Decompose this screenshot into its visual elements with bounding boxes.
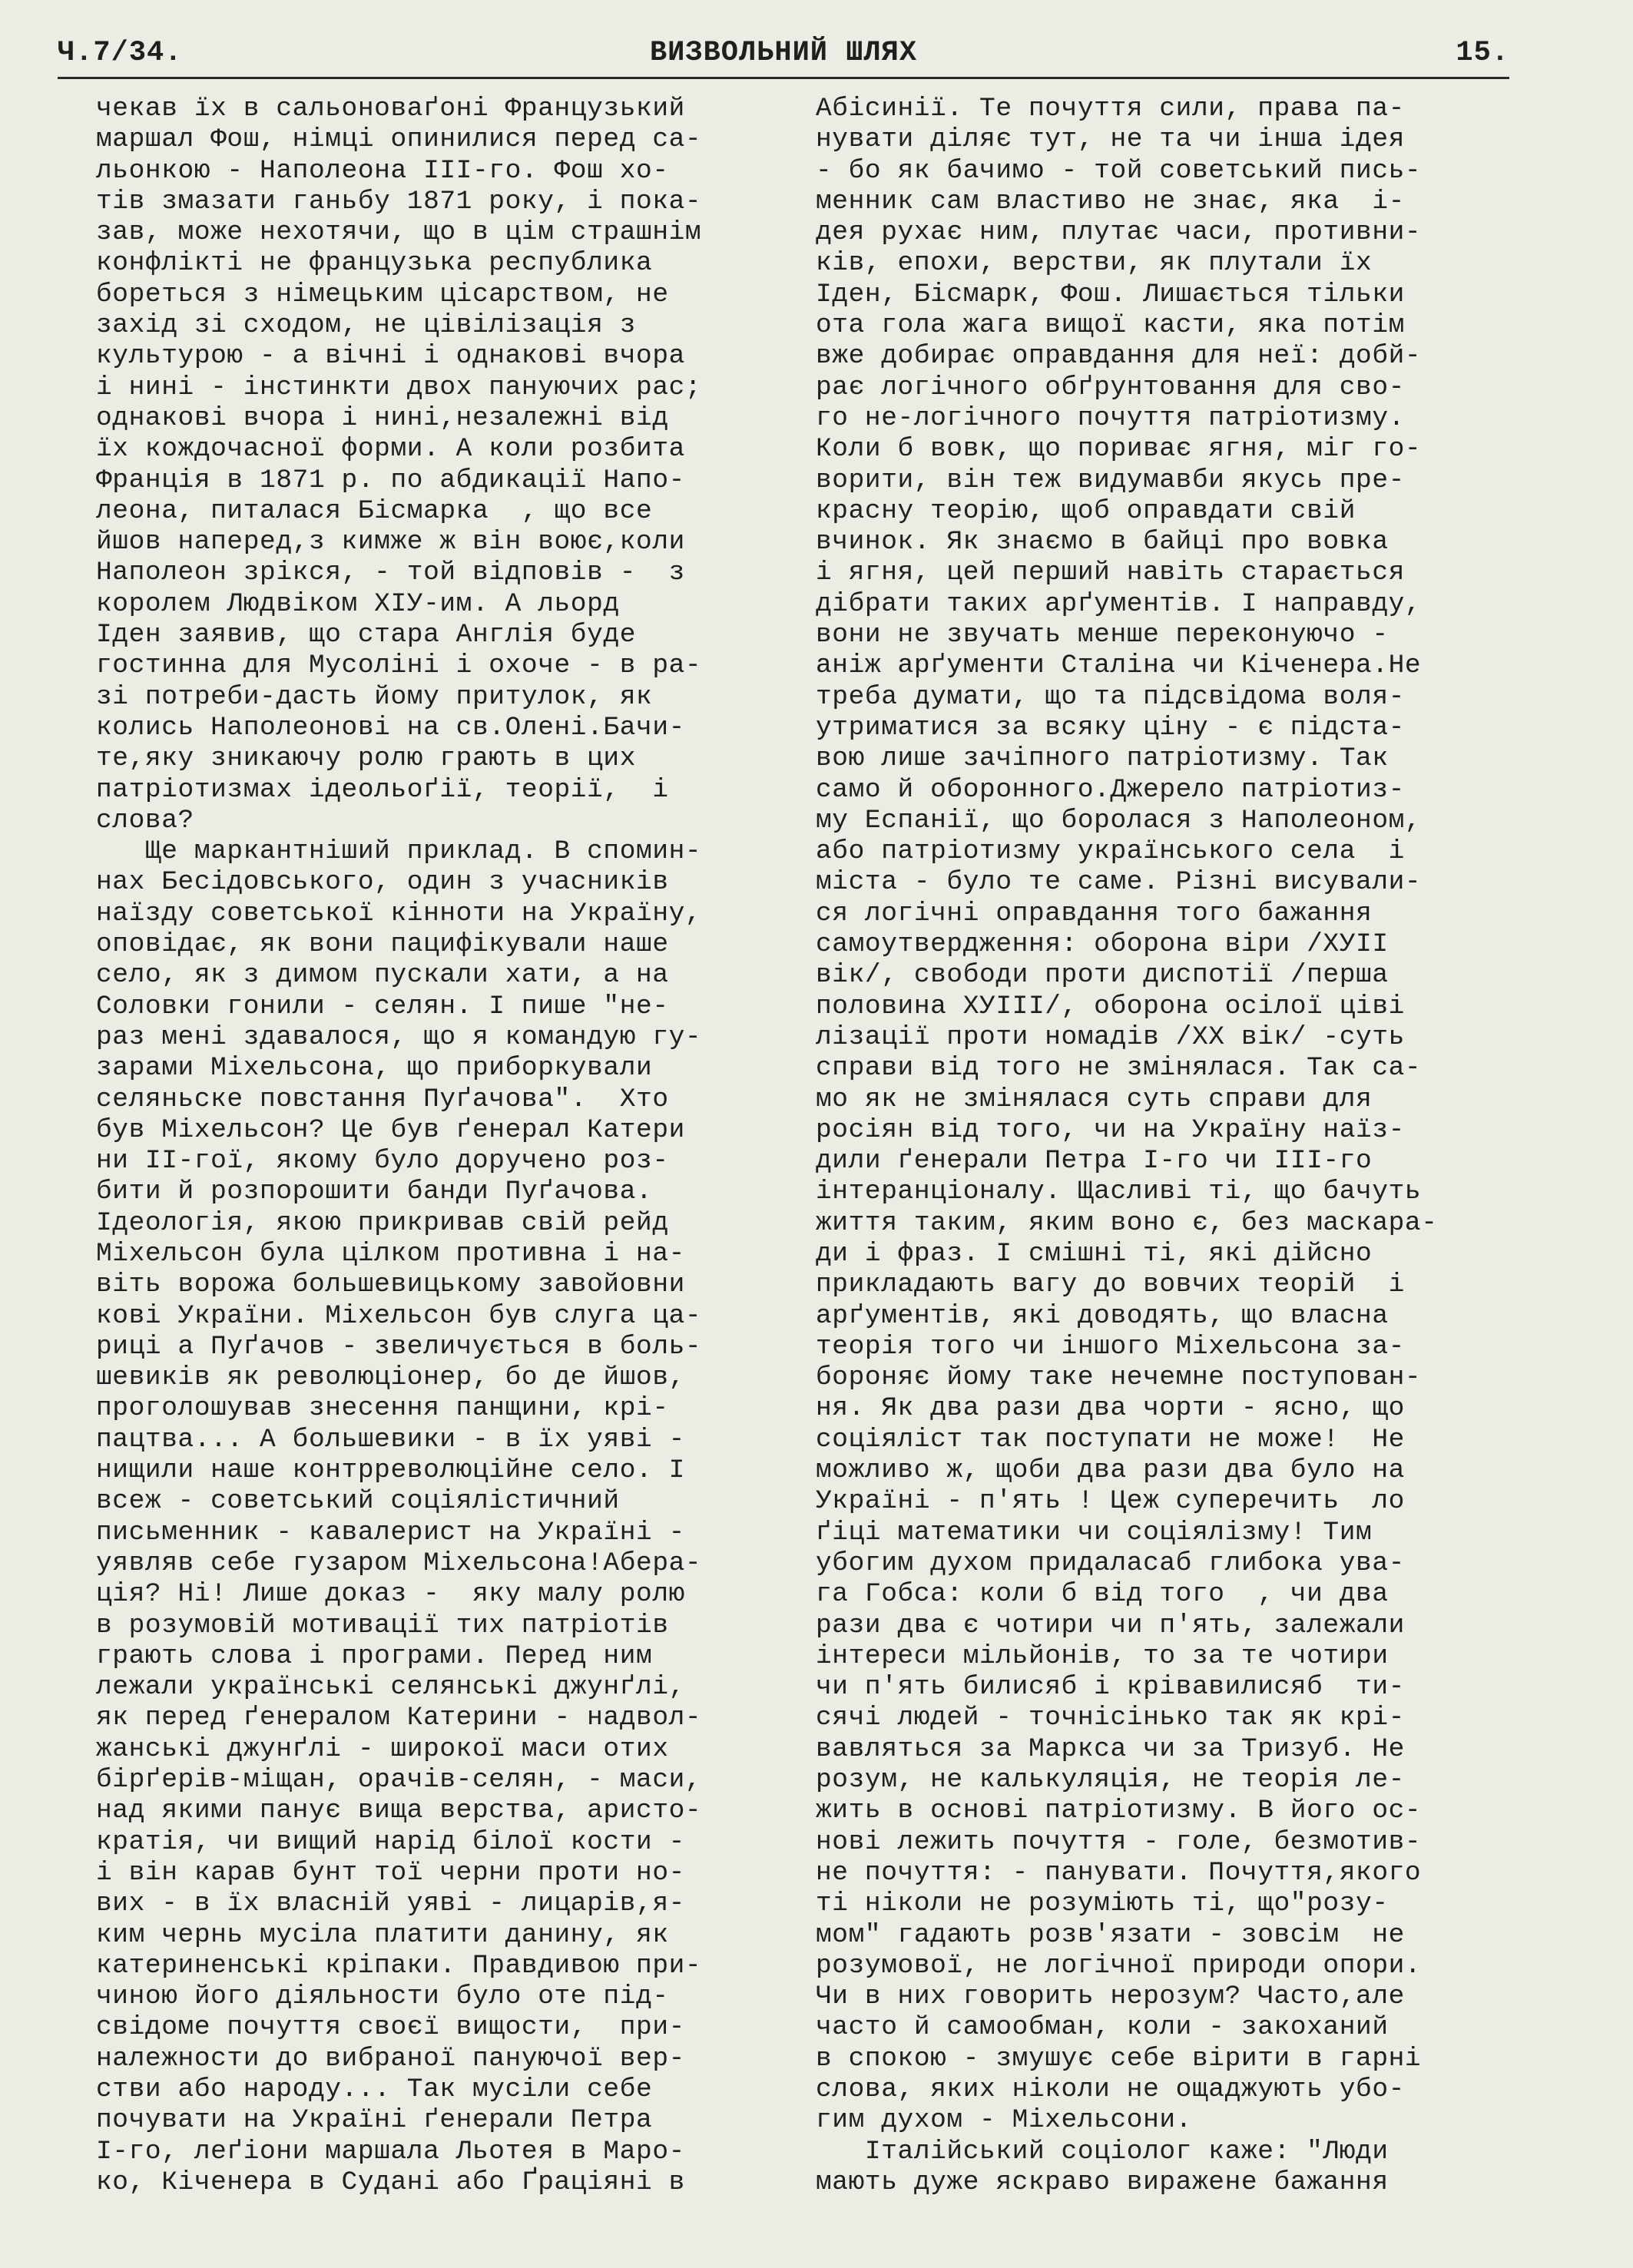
text-line: утриматися за всяку ціну - є підста- xyxy=(816,712,1405,743)
text-line: часто й самообман, коли - закоханий xyxy=(816,2012,1389,2043)
text-line: жанські джунґлі - широкої маси отих xyxy=(96,1733,669,1764)
text-line: культурою - а вічні і однакові вчора xyxy=(96,341,685,372)
text-line: соціяліст так поступати не може! Не xyxy=(816,1424,1405,1455)
text-line: вже добирає оправдання для неї: добй- xyxy=(816,341,1422,372)
text-line: інтеранціоналу. Щасливі ті, що бачуть xyxy=(816,1177,1422,1207)
text-line: - бо як бачимо - той советський пись- xyxy=(816,155,1422,186)
text-line: самоутвердження: оборона віри /XУII xyxy=(816,929,1389,960)
text-line: нові лежить почуття - голе, безмотив- xyxy=(816,1826,1422,1857)
text-line: те,яку зникаючу ролю грають в цих xyxy=(96,743,637,774)
text-line: міста - було те саме. Різні висували- xyxy=(816,867,1422,898)
text-line: Італійський соціолог каже: "Люди xyxy=(816,2136,1389,2167)
text-line: ґіці математики чи соціялізму! Тим xyxy=(816,1517,1373,1548)
text-line: бороняє йому таке нечемне поступован- xyxy=(816,1362,1422,1393)
text-line: ди і фраз. І смішні ті, які дійсно xyxy=(816,1238,1373,1269)
text-line: ті ніколи не розуміють ті, що"розу- xyxy=(816,1889,1389,1919)
text-line: їх кождочасної форми. А коли розбита xyxy=(96,434,685,465)
text-line: ня. Як два рази два чорти - ясно, що xyxy=(816,1393,1405,1424)
text-line: шевиків як революціонер, бо де йшов, xyxy=(96,1362,685,1393)
text-line: нищили наше контрреволюційне село. І xyxy=(96,1455,685,1486)
issue-number: Ч.7/34. xyxy=(58,37,183,69)
text-line: свідоме почуття своєї вищости, при- xyxy=(96,2012,685,2043)
text-line: почувати на Україні ґенерали Петра xyxy=(96,2105,653,2136)
text-line: нах Бесідовського, один з учасників xyxy=(96,867,669,898)
text-line: Міхельсон була цілком противна і на- xyxy=(96,1238,685,1269)
text-line: ко, Кіченера в Судані або Ґраціяні в xyxy=(96,2167,685,2197)
text-line: слова, яких ніколи не ощаджують убо- xyxy=(816,2074,1405,2104)
text-line: пацтва... А большевики - в їх уяві - xyxy=(96,1424,685,1455)
text-line: наїзду советської кінноти на Україну, xyxy=(96,898,702,929)
text-line: вони не звучать менше переконуючо - xyxy=(816,620,1389,651)
text-line: слова? xyxy=(96,805,194,836)
text-line: проголошував знесення панщини, крі- xyxy=(96,1393,669,1424)
text-line: всеж - советський соціялістичний xyxy=(96,1486,620,1517)
text-line: мо як не змінялася суть справи для xyxy=(816,1084,1373,1114)
text-line: не почуття: - панувати. Почуття,якого xyxy=(816,1857,1422,1888)
text-line: ни II-гої, якому було доручено роз- xyxy=(96,1146,669,1177)
text-line: в спокою - змушує себе вірити в гарні xyxy=(816,2043,1422,2074)
text-line: рає логічного обґрунтовання для сво- xyxy=(816,372,1405,402)
text-line: гостинна для Мусоліні і охоче - в ра- xyxy=(96,651,702,681)
text-line: менник сам властиво не знає, яка і- xyxy=(816,186,1405,217)
text-line: і він карав бунт тої черни проти но- xyxy=(96,1857,685,1888)
text-line: інтереси мільйонів, то за те чотири xyxy=(816,1641,1389,1671)
text-line: зарами Міхельсона, що приборкували xyxy=(96,1053,653,1084)
text-line: катериненські кріпаки. Правдивою при- xyxy=(96,1950,702,1981)
text-line: росіян від того, чи на Україну наїз- xyxy=(816,1114,1405,1145)
text-line: убогим духом придаласаб глибока ува- xyxy=(816,1548,1405,1578)
text-line: леона, питалася Бісмарка , що все xyxy=(96,495,653,526)
text-line: лізації проти номадів /XX вік/ -суть xyxy=(816,1021,1405,1052)
text-line: як перед ґенералом Катерини - надвол- xyxy=(96,1703,702,1733)
text-line: Ще маркантніший приклад. В спомин- xyxy=(96,836,702,867)
text-line: ворити, він теж видумавби якусь пре- xyxy=(816,465,1405,495)
text-line: Абісинії. Те почуття сили, права па- xyxy=(816,94,1405,124)
text-line: в розумовій мотивації тих патріотів xyxy=(96,1610,669,1641)
text-line: був Міхельсон? Це був ґенерал Катери xyxy=(96,1114,685,1145)
text-line: льонкою - Наполеона III-го. Фош хо- xyxy=(96,155,669,186)
text-line: Франція в 1871 р. по абдикації Напо- xyxy=(96,465,685,495)
text-line: Соловки гонили - селян. І пише "не- xyxy=(96,991,669,1021)
text-line: рази два є чотири чи п'ять, залежали xyxy=(816,1610,1405,1641)
text-line: королем Людвіком XIУ-им. А льорд xyxy=(96,588,620,619)
text-line: життя таким, яким воно є, без маскара- xyxy=(816,1207,1438,1238)
text-line: справи від того не змінялася. Так са- xyxy=(816,1053,1422,1084)
text-line: га Гобса: коли б від того , чи два xyxy=(816,1579,1389,1610)
text-line: вік/, свободи проти диспотії /перша xyxy=(816,960,1389,991)
text-line: зі потреби-дасть йому притулок, як xyxy=(96,681,653,712)
text-line: гим духом - Міхельсони. xyxy=(816,2105,1192,2136)
text-line: і ягня, цей перший навіть старається xyxy=(816,558,1405,588)
text-line: над якими панує вища верства, аристо- xyxy=(96,1796,702,1826)
text-line: чиною його діяльности було оте під- xyxy=(96,1982,669,2012)
text-line: оповідає, як вони пацифікували наше xyxy=(96,929,669,960)
text-line: кові України. Міхельсон був слуга ца- xyxy=(96,1300,702,1331)
text-line: арґументів, які доводять, що власна xyxy=(816,1300,1389,1331)
text-line: чекав їх в сальоноваґоні Французький xyxy=(96,94,685,124)
text-line: конфлікті не французька республика xyxy=(96,248,653,279)
text-line: село, як з димом пускали хати, а на xyxy=(96,960,669,991)
text-line: мають дуже яскраво виражене бажання xyxy=(816,2167,1389,2197)
text-line: розумової, не логічної природи опори. xyxy=(816,1950,1422,1981)
text-line: го не-логічного почуття патріотизму. xyxy=(816,402,1405,433)
journal-title: ВИЗВОЛЬНИЙ ШЛЯХ xyxy=(649,37,918,69)
text-line: само й оборонного.Джерело патріотиз- xyxy=(816,774,1405,805)
text-line: прикладають вагу до вовчих теорій і xyxy=(816,1270,1405,1300)
text-line: риці а Пуґачов - звеличується в боль- xyxy=(96,1331,702,1362)
text-line: можливо ж, щоби два рази два було на xyxy=(816,1455,1405,1486)
page-number: 15. xyxy=(1456,37,1509,69)
page-header xyxy=(58,31,1509,79)
text-line: вчинок. Як знаємо в байці про вовка xyxy=(816,527,1389,558)
text-line: теорія того чи іншого Міхельсона за- xyxy=(816,1331,1405,1362)
text-line: дібрати таких арґументів. І направду, xyxy=(816,588,1422,619)
text-line: чи п'ять билисяб і крівавилисяб ти- xyxy=(816,1672,1405,1703)
text-line: нувати діляє тут, не та чи інша ідея xyxy=(816,124,1405,155)
text-line: уявляв себе гузаром Міхельсона!Аберa- xyxy=(96,1548,702,1578)
text-line: Чи в них говорить нерозум? Часто,але xyxy=(816,1982,1405,2012)
text-line: дея рухає ним, плутає часи, противни- xyxy=(816,217,1422,248)
text-line: стви або народу... Так мусіли себе xyxy=(96,2074,653,2104)
text-line: патріотизмах ідеольоґії, теорії, і xyxy=(96,774,669,805)
text-line: половина XУIII/, оборона осілої ціві xyxy=(816,991,1405,1021)
text-line: му Еспанії, що боролася з Наполеоном, xyxy=(816,805,1422,836)
text-line: раз мені здавалося, що я командую гу- xyxy=(96,1021,702,1052)
text-line: дили ґенерали Петра І-го чи III-го xyxy=(816,1146,1373,1177)
text-line: Наполеон зрікся, - той відповів - з xyxy=(96,558,685,588)
text-line: розум, не калькуляція, не теорія ле- xyxy=(816,1765,1405,1796)
text-line: лежали українські селянські джунґлі, xyxy=(96,1672,685,1703)
text-line: Іден, Бісмарк, Фош. Лишається тільки xyxy=(816,279,1405,310)
text-line: віть ворожа большевицькому завойовни xyxy=(96,1270,685,1300)
text-line: письменник - кавалерист на Україні - xyxy=(96,1517,685,1548)
text-line: однакові вчора і нині,незалежні від xyxy=(96,402,669,433)
text-line: Україні - п'ять ! Цеж суперечить ло xyxy=(816,1486,1405,1517)
text-line: бореться з німецьким цісарством, не xyxy=(96,279,669,310)
text-line: треба думати, що та підсвідома воля- xyxy=(816,681,1405,712)
text-line: зав, може нехотячи, що в цім страшнім xyxy=(96,217,702,248)
text-line: колись Наполеонові на св.Олені.Бачи- xyxy=(96,712,685,743)
text-line: грають слова і програми. Перед ним xyxy=(96,1641,653,1671)
text-line: вавляться за Маркса чи за Тризуб. Не xyxy=(816,1733,1405,1764)
text-line: аніж арґументи Сталіна чи Кіченера.Не xyxy=(816,651,1422,681)
text-line: ким чернь мусіла платити данину, як xyxy=(96,1919,669,1950)
text-line: захід зі сходом, не цівілізація з xyxy=(96,310,637,341)
text-line: ків, епохи, верстви, як плутали їх xyxy=(816,248,1373,279)
text-line: бити й розпорошити банди Пуґачова. xyxy=(96,1177,653,1207)
text-line: Коли б вовк, що пориває ягня, міг го- xyxy=(816,434,1422,465)
text-line: ція? Ні! Лише доказ - яку малу ролю xyxy=(96,1579,685,1610)
text-line: йшов наперед,з кимже ж він воює,коли xyxy=(96,527,685,558)
text-line: належности до вибраної пануючої вер- xyxy=(96,2043,685,2074)
text-line: Іден заявив, що стара Англія буде xyxy=(96,620,637,651)
text-line: І-го, леґіони маршала Льотея в Маро- xyxy=(96,2136,685,2167)
left-column xyxy=(96,94,780,2198)
text-line: сячі людей - точнісінько так як крі- xyxy=(816,1703,1405,1733)
text-line: кратія, чи вищий нарід білої кости - xyxy=(96,1826,685,1857)
text-line: бірґерів-міщан, орачів-селян, - маси, xyxy=(96,1765,702,1796)
text-line: Ідеологія, якою прикривав свій рейд xyxy=(96,1207,669,1238)
text-line: або патріотизму українського села і xyxy=(816,836,1405,867)
text-line: і нині - інстинкти двох пануючих рас; xyxy=(96,372,702,402)
text-line: красну теорію, щоб оправдати свій xyxy=(816,495,1356,526)
text-line: вою лише зачіпного патріотизму. Так xyxy=(816,743,1389,774)
text-line: жить в основі патріотизму. В його ос- xyxy=(816,1796,1422,1826)
text-line: вих - в їх власній уяві - лицарів,я- xyxy=(96,1889,685,1919)
right-column xyxy=(816,94,1499,2198)
text-line: селяньске повстання Пуґачова". Хто xyxy=(96,1084,669,1114)
text-line: мом" гадають розв'язати - зовсім не xyxy=(816,1919,1405,1950)
text-line: тів змазати ганьбу 1871 року, і пока- xyxy=(96,186,702,217)
text-line: маршал Фош, німці опинилися перед са- xyxy=(96,124,702,155)
text-line: ся логічні оправдання того бажання xyxy=(816,898,1373,929)
text-line: ота гола жага вищої касти, яка потім xyxy=(816,310,1405,341)
